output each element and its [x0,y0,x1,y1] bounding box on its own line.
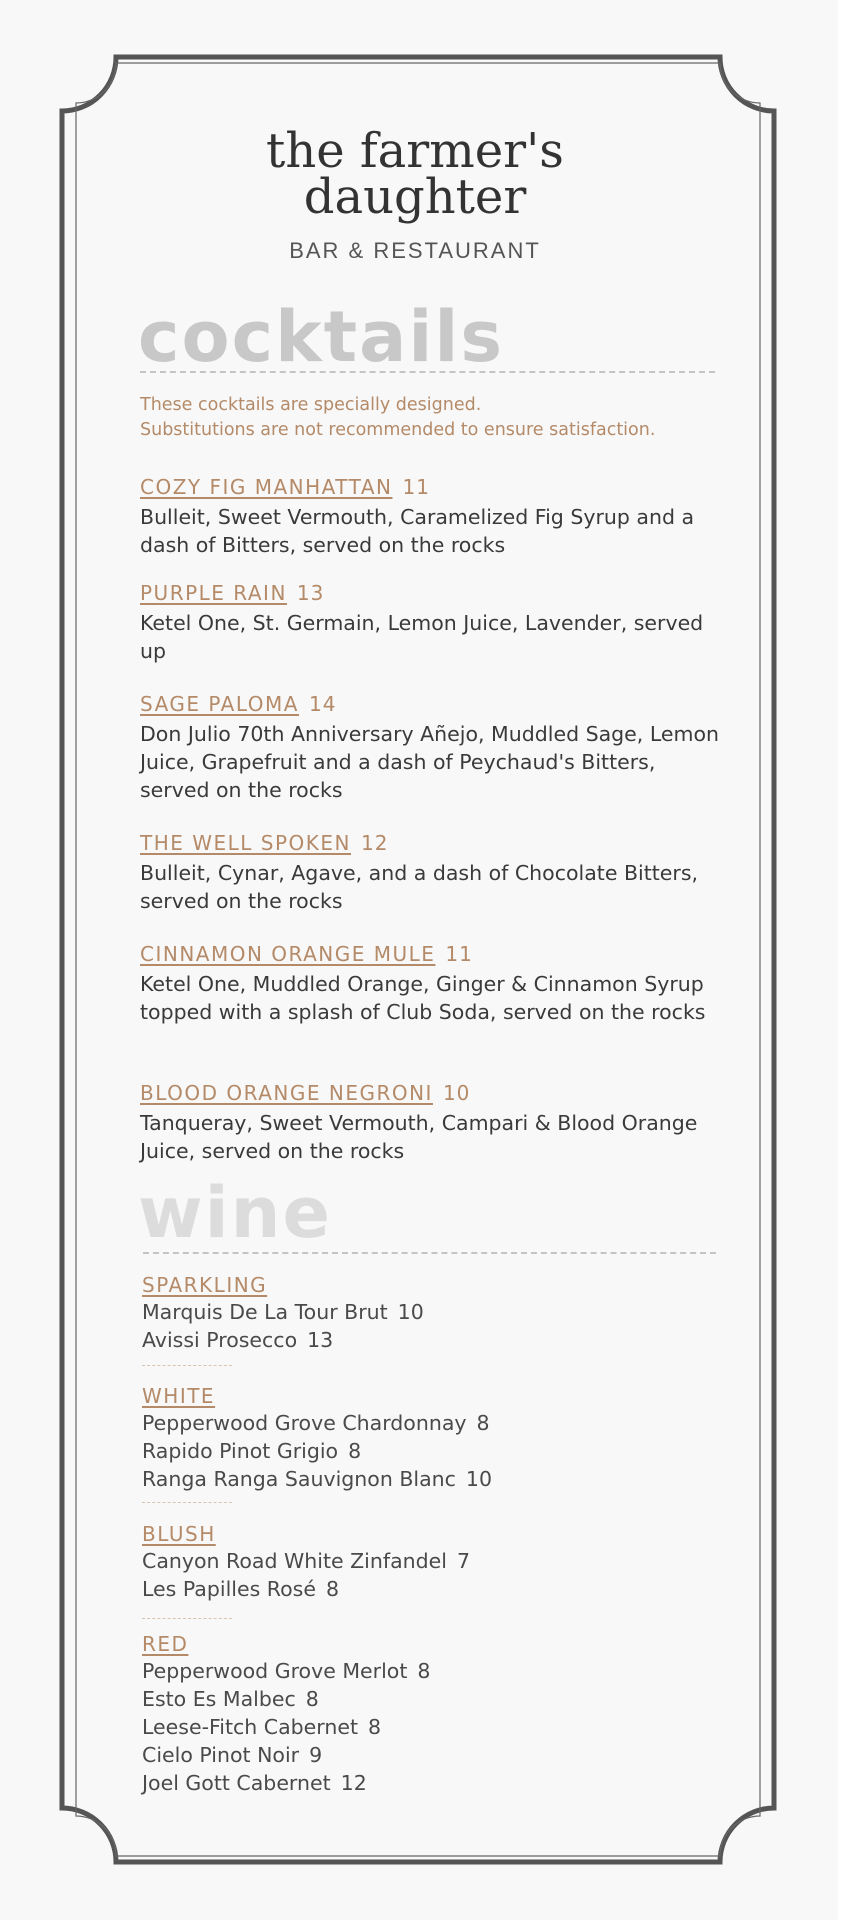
wine-name: Pepperwood Grove Chardonnay [142,1411,467,1435]
cocktail-price: 11 [402,475,430,499]
wine-group-red [142,1631,430,1797]
wine-price: 12 [340,1771,367,1795]
wine-item [142,1547,470,1575]
restaurant-name-line2: daughter [303,169,527,225]
wine-group-divider [142,1365,232,1366]
cocktail-item [140,941,720,1026]
cocktails-note-line1: These cocktails are specially designed. [140,395,482,415]
cocktail-name: COZY FIG MANHATTAN [140,475,393,499]
wine-group-divider [142,1502,232,1503]
wine-name: Esto Es Malbec [142,1687,296,1711]
cocktail-item [140,580,720,665]
cocktail-name: SAGE PALOMA [140,692,299,716]
cocktail-description: Ketel One, St. Germain, Lemon Juice, Lavender, served up [140,611,704,663]
wine-item [142,1298,424,1326]
wine-divider [143,1252,716,1254]
wine-price: 8 [476,1411,490,1435]
wine-name: Avissi Prosecco [142,1328,298,1352]
wine-group-title: SPARKLING [142,1273,268,1297]
wine-name: Rapido Pinot Grigio [142,1439,339,1463]
cocktail-name: BLOOD ORANGE NEGRONI [140,1081,433,1105]
wine-item [142,1409,492,1437]
wine-price: 8 [368,1715,382,1739]
cocktail-item [140,1080,720,1165]
restaurant-subtitle: BAR & RESTAURANT [289,238,541,263]
wine-group-title: RED [142,1632,189,1656]
wine-item [142,1769,430,1797]
cocktail-description: Bulleit, Cynar, Agave, and a dash of Chocolate Bitters, served on the rocks [140,861,699,913]
wine-heading: wine [138,1172,332,1254]
cocktails-note-line2: Substitutions are not recommended to ensure satisfaction. [140,420,656,440]
wine-item [142,1326,424,1354]
wine-price: 10 [397,1300,424,1324]
wine-name: Cielo Pinot Noir [142,1743,300,1767]
wine-price: 8 [305,1687,319,1711]
wine-name: Leese-Fitch Cabernet [142,1715,359,1739]
cocktail-price: 11 [445,942,473,966]
cocktails-heading: cocktails [138,296,504,378]
wine-item [142,1685,430,1713]
wine-price: 8 [348,1439,362,1463]
wine-group-white [142,1383,492,1493]
wine-name: Pepperwood Grove Merlot [142,1659,408,1683]
wine-name: Marquis De La Tour Brut [142,1300,388,1324]
wine-group-blush [142,1521,470,1603]
wine-price: 8 [325,1577,339,1601]
wine-name: Joel Gott Cabernet [142,1771,331,1795]
wine-price: 13 [307,1328,334,1352]
cocktail-description: Ketel One, Muddled Orange, Ginger & Cinnamon Syrup topped with a splash of Club Soda, served on the rocks [140,972,706,1024]
wine-price: 9 [309,1743,323,1767]
cocktail-description: Don Julio 70th Anniversary Añejo, Muddled Sage, Lemon Juice, Grapefruit and a dash of Peychaud's Bitters, served on the rocks [140,722,720,802]
cocktail-name: THE WELL SPOKEN [140,831,352,855]
cocktail-price: 13 [296,581,325,605]
wine-item [142,1741,430,1769]
wine-item [142,1465,492,1493]
wine-item [142,1437,492,1465]
wine-item [142,1657,430,1685]
cocktail-price: 14 [308,692,337,716]
wine-item [142,1713,430,1741]
wine-item [142,1575,470,1603]
wine-name: Les Papilles Rosé [142,1577,316,1601]
cocktail-item [140,830,720,915]
cocktail-description: Bulleit, Sweet Vermouth, Caramelized Fig Syrup and a dash of Bitters, served on the rocks [140,505,695,557]
cocktail-item [140,691,720,804]
cocktail-name: CINNAMON ORANGE MULE [140,942,436,966]
cocktail-price: 10 [442,1081,471,1105]
cocktails-note [140,393,655,443]
wine-group-sparkling [142,1272,424,1354]
restaurant-name [0,123,830,225]
wine-group-title: WHITE [142,1384,216,1408]
cocktail-price: 12 [361,831,389,855]
cocktail-name: PURPLE RAIN [140,581,287,605]
cocktail-description: Tanqueray, Sweet Vermouth, Campari & Blood Orange Juice, served on the rocks [140,1111,698,1163]
cocktails-divider [140,371,715,373]
wine-price: 8 [417,1659,431,1683]
wine-price: 10 [465,1467,493,1491]
wine-group-title: BLUSH [142,1522,216,1546]
wine-group-divider [142,1618,232,1619]
wine-price: 7 [456,1549,471,1573]
cocktail-item [140,474,720,559]
wine-name: Ranga Ranga Sauvignon Blanc [142,1467,456,1491]
wine-name: Canyon Road White Zinfandel [142,1549,447,1573]
restaurant-name-line1: the farmer's [266,123,564,179]
